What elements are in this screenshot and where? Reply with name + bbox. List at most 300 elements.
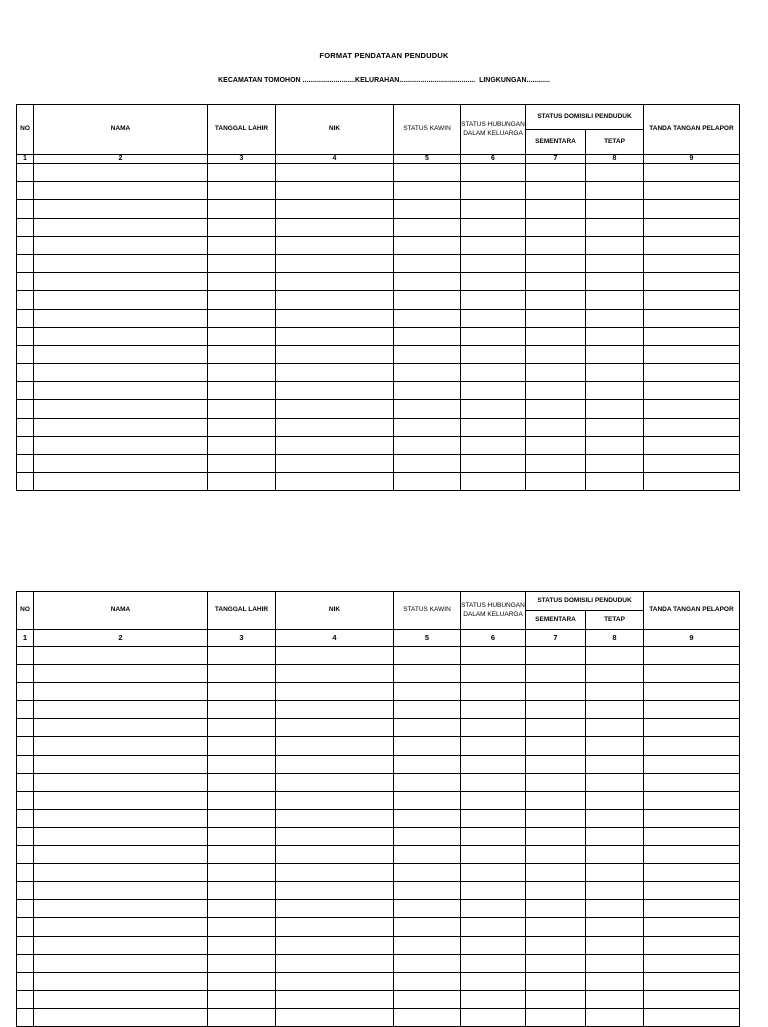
blank-cell[interactable]: [34, 291, 208, 309]
blank-cell[interactable]: [394, 918, 461, 936]
blank-cell[interactable]: [276, 182, 394, 200]
blank-cell[interactable]: [34, 755, 208, 773]
blank-cell[interactable]: [17, 846, 34, 864]
blank-cell[interactable]: [394, 683, 461, 701]
blank-cell[interactable]: [644, 972, 740, 990]
blank-cell[interactable]: [461, 647, 526, 665]
blank-cell[interactable]: [208, 182, 276, 200]
blank-cell[interactable]: [586, 918, 644, 936]
blank-cell[interactable]: [586, 418, 644, 436]
blank-cell[interactable]: [586, 701, 644, 719]
blank-cell[interactable]: [586, 164, 644, 182]
blank-cell[interactable]: [17, 665, 34, 683]
blank-cell[interactable]: [644, 954, 740, 972]
blank-cell[interactable]: [644, 665, 740, 683]
blank-cell[interactable]: [34, 182, 208, 200]
blank-cell[interactable]: [644, 254, 740, 272]
blank-cell[interactable]: [644, 791, 740, 809]
blank-cell[interactable]: [276, 719, 394, 737]
blank-cell[interactable]: [17, 200, 34, 218]
blank-cell[interactable]: [461, 864, 526, 882]
blank-cell[interactable]: [394, 737, 461, 755]
blank-cell[interactable]: [208, 701, 276, 719]
blank-cell[interactable]: [644, 400, 740, 418]
blank-cell[interactable]: [526, 882, 586, 900]
blank-cell[interactable]: [586, 791, 644, 809]
blank-cell[interactable]: [208, 918, 276, 936]
blank-cell[interactable]: [461, 918, 526, 936]
blank-cell[interactable]: [526, 418, 586, 436]
blank-cell[interactable]: [208, 846, 276, 864]
blank-cell[interactable]: [34, 647, 208, 665]
blank-cell[interactable]: [208, 236, 276, 254]
blank-cell[interactable]: [586, 755, 644, 773]
blank-cell[interactable]: [461, 755, 526, 773]
blank-cell[interactable]: [17, 827, 34, 845]
blank-cell[interactable]: [17, 236, 34, 254]
blank-cell[interactable]: [208, 773, 276, 791]
blank-cell[interactable]: [208, 364, 276, 382]
blank-cell[interactable]: [34, 791, 208, 809]
blank-cell[interactable]: [34, 327, 208, 345]
blank-cell[interactable]: [586, 846, 644, 864]
blank-cell[interactable]: [208, 864, 276, 882]
blank-cell[interactable]: [208, 719, 276, 737]
blank-cell[interactable]: [586, 218, 644, 236]
blank-cell[interactable]: [208, 400, 276, 418]
blank-cell[interactable]: [17, 400, 34, 418]
blank-cell[interactable]: [644, 701, 740, 719]
blank-cell[interactable]: [34, 918, 208, 936]
blank-cell[interactable]: [526, 345, 586, 363]
blank-cell[interactable]: [208, 683, 276, 701]
blank-cell[interactable]: [34, 665, 208, 683]
blank-cell[interactable]: [394, 809, 461, 827]
blank-cell[interactable]: [461, 846, 526, 864]
blank-cell[interactable]: [208, 809, 276, 827]
blank-cell[interactable]: [17, 182, 34, 200]
blank-cell[interactable]: [34, 990, 208, 1008]
blank-cell[interactable]: [526, 846, 586, 864]
blank-cell[interactable]: [526, 936, 586, 954]
blank-cell[interactable]: [461, 436, 526, 454]
blank-cell[interactable]: [644, 827, 740, 845]
blank-cell[interactable]: [586, 364, 644, 382]
blank-cell[interactable]: [17, 218, 34, 236]
blank-cell[interactable]: [276, 701, 394, 719]
blank-cell[interactable]: [17, 291, 34, 309]
blank-cell[interactable]: [394, 273, 461, 291]
blank-cell[interactable]: [586, 345, 644, 363]
blank-cell[interactable]: [526, 755, 586, 773]
blank-cell[interactable]: [208, 218, 276, 236]
blank-cell[interactable]: [208, 382, 276, 400]
blank-cell[interactable]: [586, 954, 644, 972]
blank-cell[interactable]: [461, 936, 526, 954]
blank-cell[interactable]: [34, 254, 208, 272]
blank-cell[interactable]: [17, 936, 34, 954]
blank-cell[interactable]: [276, 755, 394, 773]
blank-cell[interactable]: [461, 473, 526, 491]
blank-cell[interactable]: [461, 990, 526, 1008]
blank-cell[interactable]: [34, 900, 208, 918]
blank-cell[interactable]: [17, 701, 34, 719]
blank-cell[interactable]: [526, 182, 586, 200]
blank-cell[interactable]: [461, 254, 526, 272]
blank-cell[interactable]: [17, 719, 34, 737]
blank-cell[interactable]: [34, 846, 208, 864]
blank-cell[interactable]: [586, 182, 644, 200]
blank-cell[interactable]: [394, 882, 461, 900]
blank-cell[interactable]: [34, 455, 208, 473]
blank-cell[interactable]: [276, 218, 394, 236]
blank-cell[interactable]: [276, 309, 394, 327]
blank-cell[interactable]: [526, 900, 586, 918]
blank-cell[interactable]: [34, 936, 208, 954]
blank-cell[interactable]: [644, 327, 740, 345]
blank-cell[interactable]: [586, 200, 644, 218]
blank-cell[interactable]: [276, 345, 394, 363]
blank-cell[interactable]: [394, 719, 461, 737]
blank-cell[interactable]: [526, 309, 586, 327]
blank-cell[interactable]: [394, 864, 461, 882]
blank-cell[interactable]: [586, 990, 644, 1008]
blank-cell[interactable]: [208, 954, 276, 972]
blank-cell[interactable]: [644, 683, 740, 701]
blank-cell[interactable]: [586, 864, 644, 882]
blank-cell[interactable]: [644, 755, 740, 773]
blank-cell[interactable]: [644, 473, 740, 491]
blank-cell[interactable]: [276, 418, 394, 436]
blank-cell[interactable]: [644, 918, 740, 936]
blank-cell[interactable]: [17, 737, 34, 755]
blank-cell[interactable]: [34, 954, 208, 972]
blank-cell[interactable]: [208, 327, 276, 345]
blank-cell[interactable]: [394, 827, 461, 845]
blank-cell[interactable]: [394, 382, 461, 400]
blank-cell[interactable]: [276, 791, 394, 809]
blank-cell[interactable]: [276, 382, 394, 400]
blank-cell[interactable]: [526, 647, 586, 665]
blank-cell[interactable]: [34, 864, 208, 882]
blank-cell[interactable]: [644, 345, 740, 363]
blank-cell[interactable]: [461, 273, 526, 291]
blank-cell[interactable]: [644, 436, 740, 454]
blank-cell[interactable]: [34, 737, 208, 755]
blank-cell[interactable]: [526, 473, 586, 491]
blank-cell[interactable]: [208, 665, 276, 683]
blank-cell[interactable]: [526, 455, 586, 473]
blank-cell[interactable]: [461, 719, 526, 737]
blank-cell[interactable]: [276, 291, 394, 309]
blank-cell[interactable]: [34, 364, 208, 382]
blank-cell[interactable]: [526, 827, 586, 845]
blank-cell[interactable]: [17, 254, 34, 272]
blank-cell[interactable]: [644, 846, 740, 864]
blank-cell[interactable]: [276, 954, 394, 972]
blank-cell[interactable]: [644, 647, 740, 665]
blank-cell[interactable]: [208, 418, 276, 436]
blank-cell[interactable]: [644, 364, 740, 382]
blank-cell[interactable]: [394, 200, 461, 218]
blank-cell[interactable]: [461, 827, 526, 845]
blank-cell[interactable]: [526, 864, 586, 882]
blank-cell[interactable]: [394, 972, 461, 990]
blank-cell[interactable]: [208, 972, 276, 990]
blank-cell[interactable]: [644, 418, 740, 436]
blank-cell[interactable]: [34, 345, 208, 363]
blank-cell[interactable]: [208, 900, 276, 918]
blank-cell[interactable]: [208, 436, 276, 454]
blank-cell[interactable]: [394, 400, 461, 418]
blank-cell[interactable]: [276, 473, 394, 491]
blank-cell[interactable]: [276, 918, 394, 936]
blank-cell[interactable]: [526, 218, 586, 236]
blank-cell[interactable]: [276, 809, 394, 827]
blank-cell[interactable]: [17, 473, 34, 491]
blank-cell[interactable]: [17, 773, 34, 791]
blank-cell[interactable]: [276, 364, 394, 382]
blank-cell[interactable]: [276, 665, 394, 683]
blank-cell[interactable]: [394, 364, 461, 382]
blank-cell[interactable]: [34, 236, 208, 254]
blank-cell[interactable]: [586, 900, 644, 918]
blank-cell[interactable]: [17, 954, 34, 972]
blank-cell[interactable]: [394, 254, 461, 272]
blank-cell[interactable]: [208, 882, 276, 900]
blank-cell[interactable]: [394, 455, 461, 473]
blank-cell[interactable]: [526, 737, 586, 755]
blank-cell[interactable]: [17, 972, 34, 990]
blank-cell[interactable]: [394, 846, 461, 864]
blank-cell[interactable]: [34, 701, 208, 719]
blank-cell[interactable]: [394, 236, 461, 254]
blank-cell[interactable]: [526, 291, 586, 309]
blank-cell[interactable]: [276, 455, 394, 473]
blank-cell[interactable]: [461, 400, 526, 418]
blank-cell[interactable]: [34, 218, 208, 236]
blank-cell[interactable]: [586, 400, 644, 418]
blank-cell[interactable]: [276, 737, 394, 755]
blank-cell[interactable]: [394, 309, 461, 327]
blank-cell[interactable]: [644, 382, 740, 400]
blank-cell[interactable]: [586, 291, 644, 309]
blank-cell[interactable]: [34, 200, 208, 218]
blank-cell[interactable]: [644, 900, 740, 918]
blank-cell[interactable]: [461, 345, 526, 363]
blank-cell[interactable]: [461, 972, 526, 990]
blank-cell[interactable]: [526, 665, 586, 683]
blank-cell[interactable]: [17, 809, 34, 827]
blank-cell[interactable]: [34, 473, 208, 491]
blank-cell[interactable]: [586, 683, 644, 701]
blank-cell[interactable]: [394, 164, 461, 182]
blank-cell[interactable]: [394, 773, 461, 791]
blank-cell[interactable]: [208, 755, 276, 773]
blank-cell[interactable]: [394, 665, 461, 683]
blank-cell[interactable]: [34, 719, 208, 737]
blank-cell[interactable]: [644, 809, 740, 827]
blank-cell[interactable]: [17, 455, 34, 473]
blank-cell[interactable]: [644, 273, 740, 291]
blank-cell[interactable]: [17, 273, 34, 291]
blank-cell[interactable]: [644, 182, 740, 200]
blank-cell[interactable]: [461, 701, 526, 719]
blank-cell[interactable]: [526, 719, 586, 737]
blank-cell[interactable]: [461, 665, 526, 683]
blank-cell[interactable]: [461, 882, 526, 900]
blank-cell[interactable]: [394, 218, 461, 236]
blank-cell[interactable]: [17, 900, 34, 918]
blank-cell[interactable]: [208, 827, 276, 845]
blank-cell[interactable]: [208, 273, 276, 291]
blank-cell[interactable]: [394, 954, 461, 972]
blank-cell[interactable]: [208, 990, 276, 1008]
blank-cell[interactable]: [586, 436, 644, 454]
blank-cell[interactable]: [461, 309, 526, 327]
blank-cell[interactable]: [586, 936, 644, 954]
blank-cell[interactable]: [17, 918, 34, 936]
blank-cell[interactable]: [526, 683, 586, 701]
blank-cell[interactable]: [208, 345, 276, 363]
blank-cell[interactable]: [586, 737, 644, 755]
blank-cell[interactable]: [394, 327, 461, 345]
blank-cell[interactable]: [17, 164, 34, 182]
blank-cell[interactable]: [526, 809, 586, 827]
blank-cell[interactable]: [394, 473, 461, 491]
blank-cell[interactable]: [461, 683, 526, 701]
blank-cell[interactable]: [34, 164, 208, 182]
blank-cell[interactable]: [17, 309, 34, 327]
blank-cell[interactable]: [394, 182, 461, 200]
blank-cell[interactable]: [276, 436, 394, 454]
blank-cell[interactable]: [17, 864, 34, 882]
blank-cell[interactable]: [394, 755, 461, 773]
blank-cell[interactable]: [586, 719, 644, 737]
blank-cell[interactable]: [17, 327, 34, 345]
blank-cell[interactable]: [526, 327, 586, 345]
blank-cell[interactable]: [461, 200, 526, 218]
blank-cell[interactable]: [34, 972, 208, 990]
blank-cell[interactable]: [17, 364, 34, 382]
blank-cell[interactable]: [276, 200, 394, 218]
blank-cell[interactable]: [34, 773, 208, 791]
blank-cell[interactable]: [644, 719, 740, 737]
blank-cell[interactable]: [276, 972, 394, 990]
blank-cell[interactable]: [461, 773, 526, 791]
blank-cell[interactable]: [276, 164, 394, 182]
blank-cell[interactable]: [276, 990, 394, 1008]
blank-cell[interactable]: [17, 755, 34, 773]
blank-cell[interactable]: [276, 936, 394, 954]
blank-cell[interactable]: [526, 990, 586, 1008]
blank-cell[interactable]: [586, 809, 644, 827]
blank-cell[interactable]: [34, 418, 208, 436]
blank-cell[interactable]: [586, 327, 644, 345]
blank-cell[interactable]: [461, 418, 526, 436]
blank-cell[interactable]: [586, 455, 644, 473]
blank-cell[interactable]: [461, 291, 526, 309]
blank-cell[interactable]: [461, 164, 526, 182]
blank-cell[interactable]: [34, 882, 208, 900]
blank-cell[interactable]: [461, 236, 526, 254]
blank-cell[interactable]: [644, 737, 740, 755]
blank-cell[interactable]: [526, 273, 586, 291]
blank-cell[interactable]: [586, 473, 644, 491]
blank-cell[interactable]: [644, 218, 740, 236]
blank-cell[interactable]: [34, 436, 208, 454]
blank-cell[interactable]: [208, 473, 276, 491]
blank-cell[interactable]: [394, 418, 461, 436]
blank-cell[interactable]: [461, 455, 526, 473]
blank-cell[interactable]: [644, 309, 740, 327]
blank-cell[interactable]: [461, 900, 526, 918]
blank-cell[interactable]: [394, 990, 461, 1008]
blank-cell[interactable]: [644, 291, 740, 309]
blank-cell[interactable]: [526, 364, 586, 382]
blank-cell[interactable]: [586, 773, 644, 791]
blank-cell[interactable]: [526, 791, 586, 809]
blank-cell[interactable]: [394, 291, 461, 309]
blank-cell[interactable]: [17, 382, 34, 400]
blank-cell[interactable]: [586, 972, 644, 990]
blank-cell[interactable]: [461, 737, 526, 755]
blank-cell[interactable]: [17, 791, 34, 809]
blank-cell[interactable]: [644, 236, 740, 254]
blank-cell[interactable]: [276, 400, 394, 418]
blank-cell[interactable]: [644, 936, 740, 954]
blank-cell[interactable]: [526, 972, 586, 990]
blank-cell[interactable]: [526, 254, 586, 272]
blank-cell[interactable]: [644, 864, 740, 882]
blank-cell[interactable]: [461, 791, 526, 809]
blank-cell[interactable]: [394, 701, 461, 719]
blank-cell[interactable]: [208, 164, 276, 182]
blank-cell[interactable]: [17, 436, 34, 454]
blank-cell[interactable]: [461, 954, 526, 972]
blank-cell[interactable]: [276, 647, 394, 665]
blank-cell[interactable]: [461, 182, 526, 200]
blank-cell[interactable]: [276, 254, 394, 272]
blank-cell[interactable]: [17, 418, 34, 436]
blank-cell[interactable]: [644, 773, 740, 791]
blank-cell[interactable]: [586, 254, 644, 272]
blank-cell[interactable]: [461, 327, 526, 345]
blank-cell[interactable]: [394, 436, 461, 454]
blank-cell[interactable]: [34, 683, 208, 701]
blank-cell[interactable]: [586, 882, 644, 900]
blank-cell[interactable]: [276, 773, 394, 791]
blank-cell[interactable]: [34, 809, 208, 827]
blank-cell[interactable]: [644, 455, 740, 473]
blank-cell[interactable]: [34, 400, 208, 418]
blank-cell[interactable]: [276, 882, 394, 900]
blank-cell[interactable]: [208, 791, 276, 809]
blank-cell[interactable]: [17, 683, 34, 701]
blank-cell[interactable]: [526, 773, 586, 791]
blank-cell[interactable]: [208, 291, 276, 309]
blank-cell[interactable]: [276, 900, 394, 918]
blank-cell[interactable]: [17, 990, 34, 1008]
blank-cell[interactable]: [34, 273, 208, 291]
blank-cell[interactable]: [461, 364, 526, 382]
blank-cell[interactable]: [208, 936, 276, 954]
blank-cell[interactable]: [526, 164, 586, 182]
blank-cell[interactable]: [526, 382, 586, 400]
blank-cell[interactable]: [208, 455, 276, 473]
blank-cell[interactable]: [526, 236, 586, 254]
blank-cell[interactable]: [461, 218, 526, 236]
